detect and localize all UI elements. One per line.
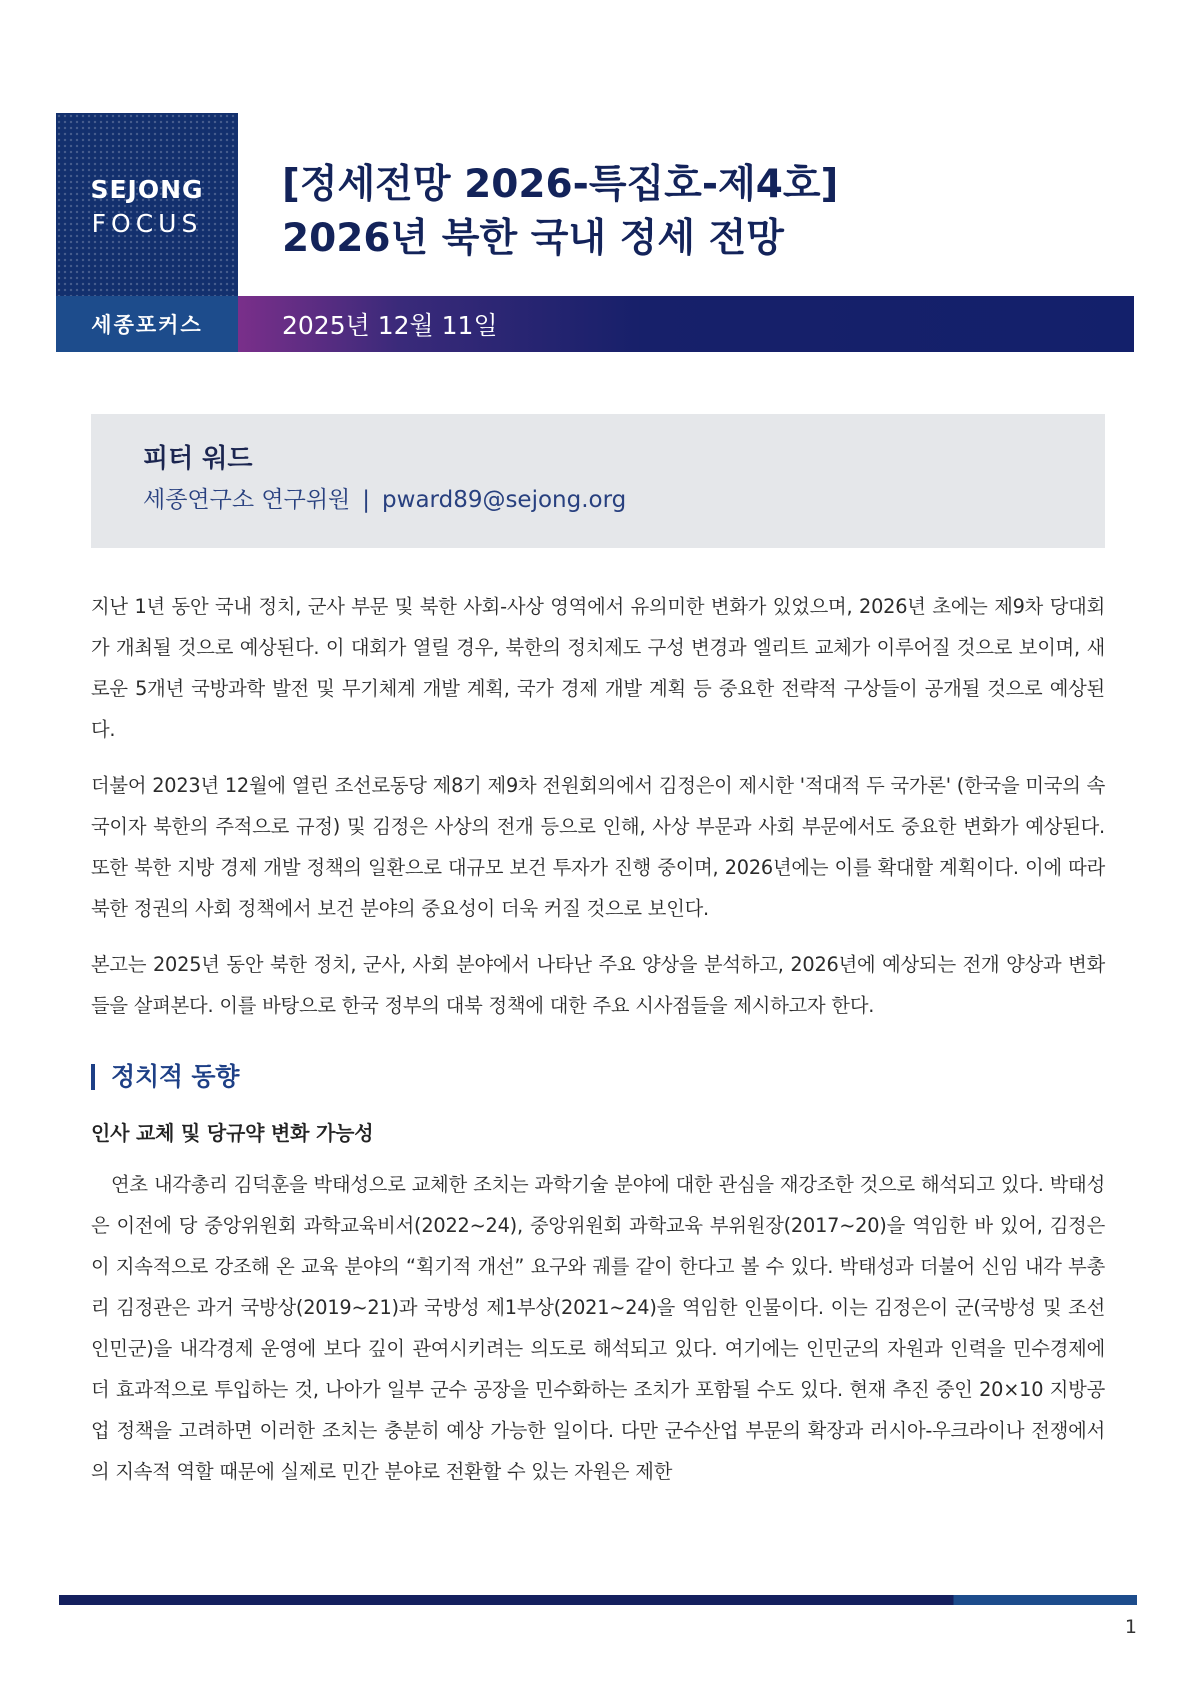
author-name: 피터 워드 bbox=[143, 444, 253, 474]
author-box bbox=[91, 414, 1105, 548]
logo-text-sejong: SEJONG bbox=[90, 175, 204, 204]
page-number: 1 bbox=[1124, 1616, 1137, 1638]
section-heading-bar bbox=[91, 1064, 95, 1090]
author-affiliation: 세종연구소 연구위원 bbox=[143, 487, 351, 513]
section-heading-political bbox=[91, 1060, 1105, 1094]
intro-paragraph-1: 지난 1년 동안 국내 정치, 군사 부문 및 북한 사회-사상 영역에서 유의미한 변화가 있었으며, 2026년 초에는 제9차 당대회가 개최될 것으로 예상된다. 이 대회가 열릴 경우, 북한의 정치제도 구성 변경과 엘리트 교체가 이루어질 것으로 보이며, 새로운 5개년 국방과학 발전 및 무기체계 개발 계획, 국가 경제 개발 계획 등 중요한 전략적 구상들이 공개될 것으로 예상된다. bbox=[91, 595, 1105, 741]
subsection-heading: 인사 교체 및 당규약 변화 가능성 bbox=[91, 1121, 374, 1145]
intro-paragraph-2: 더불어 2023년 12월에 열린 조선로동당 제8기 제9차 전원회의에서 김정은이 제시한 '적대적 두 국가론' (한국을 미국의 속국이자 북한의 주적으로 규정) 및 김정은 사상의 전개 등으로 인해, 사상 부문과 사회 부문에서도 중요한 변화가 예상된다. 또한 북한 지방 경제 개발 정책의 일환으로 대규모 보건 투자가 진행 중이며, 2026년에는 이를 확대할 계획이다. 이에 따라 북한 정권의 사회 정책에서 보건 분야의 중요성이 더욱 커질 것으로 보인다. bbox=[91, 774, 1105, 920]
publication-date-band bbox=[238, 296, 1134, 352]
sejong-focus-logo bbox=[56, 113, 238, 296]
section-heading-text: 정치적 동향 bbox=[111, 1062, 240, 1091]
publication-date: 2025년 12월 11일 bbox=[282, 311, 498, 340]
publication-label: 세종포커스 bbox=[56, 296, 238, 352]
footer-bar bbox=[59, 1595, 1137, 1605]
author-email: pward89@sejong.org bbox=[382, 487, 627, 513]
title-line-main: 2026년 북한 국내 정세 전망 bbox=[282, 216, 784, 261]
author-affiliation-line bbox=[143, 480, 1105, 520]
document-title bbox=[282, 158, 1122, 266]
author-separator: | bbox=[362, 487, 371, 513]
title-line-series: [정세전망 2026-특집호-제4호] bbox=[282, 162, 839, 207]
section-paragraph-1: 연초 내각총리 김덕훈을 박태성으로 교체한 조치는 과학기술 분야에 대한 관심을 재강조한 것으로 해석되고 있다. 박태성은 이전에 당 중앙위원회 과학교육비서(2022~24), 중앙위원회 과학교육 부위원장(2017~20)을 역임한 바 있어, 김정은이 지속적으로 강조해 온 교육 분야의 “획기적 개선” 요구와 궤를 같이 한다고 볼 수 있다. 박태성과 더불어 신임 내각 부총리 김정관은 과거 국방상(2019~21)과 국방성 제1부상(2021~24)을 역임한 인물이다. 이는 김정은이 군(국방성 및 조선인민군)을 내각경제 운영에 보다 깊이 관여시키려는 의도로 해석되고 있다. 여기에는 인민군의 자원과 인력을 민수경제에 더 효과적으로 투입하는 것, 나아가 일부 군수 공장을 민수화하는 조치가 포함될 수도 있다. 현재 추진 중인 20×10 지방공업 정책을 고려하면 이러한 조치는 충분히 예상 가능한 일이다. 다만 군수산업 부문의 확장과 러시아-우크라이나 전쟁에서의 지속적 역할 때문에 실제로 민간 분야로 전환할 수 있는 자원은 제한 bbox=[91, 1173, 1105, 1483]
document-body bbox=[91, 586, 1105, 1507]
intro-paragraph-3: 본고는 2025년 동안 북한 정치, 군사, 사회 분야에서 나타난 주요 양상을 분석하고, 2026년에 예상되는 전개 양상과 변화들을 살펴본다. 이를 바탕으로 한국 정부의 대북 정책에 대한 주요 시사점들을 제시하고자 한다. bbox=[91, 953, 1105, 1017]
logo-text-focus: FOCUS bbox=[91, 209, 203, 238]
